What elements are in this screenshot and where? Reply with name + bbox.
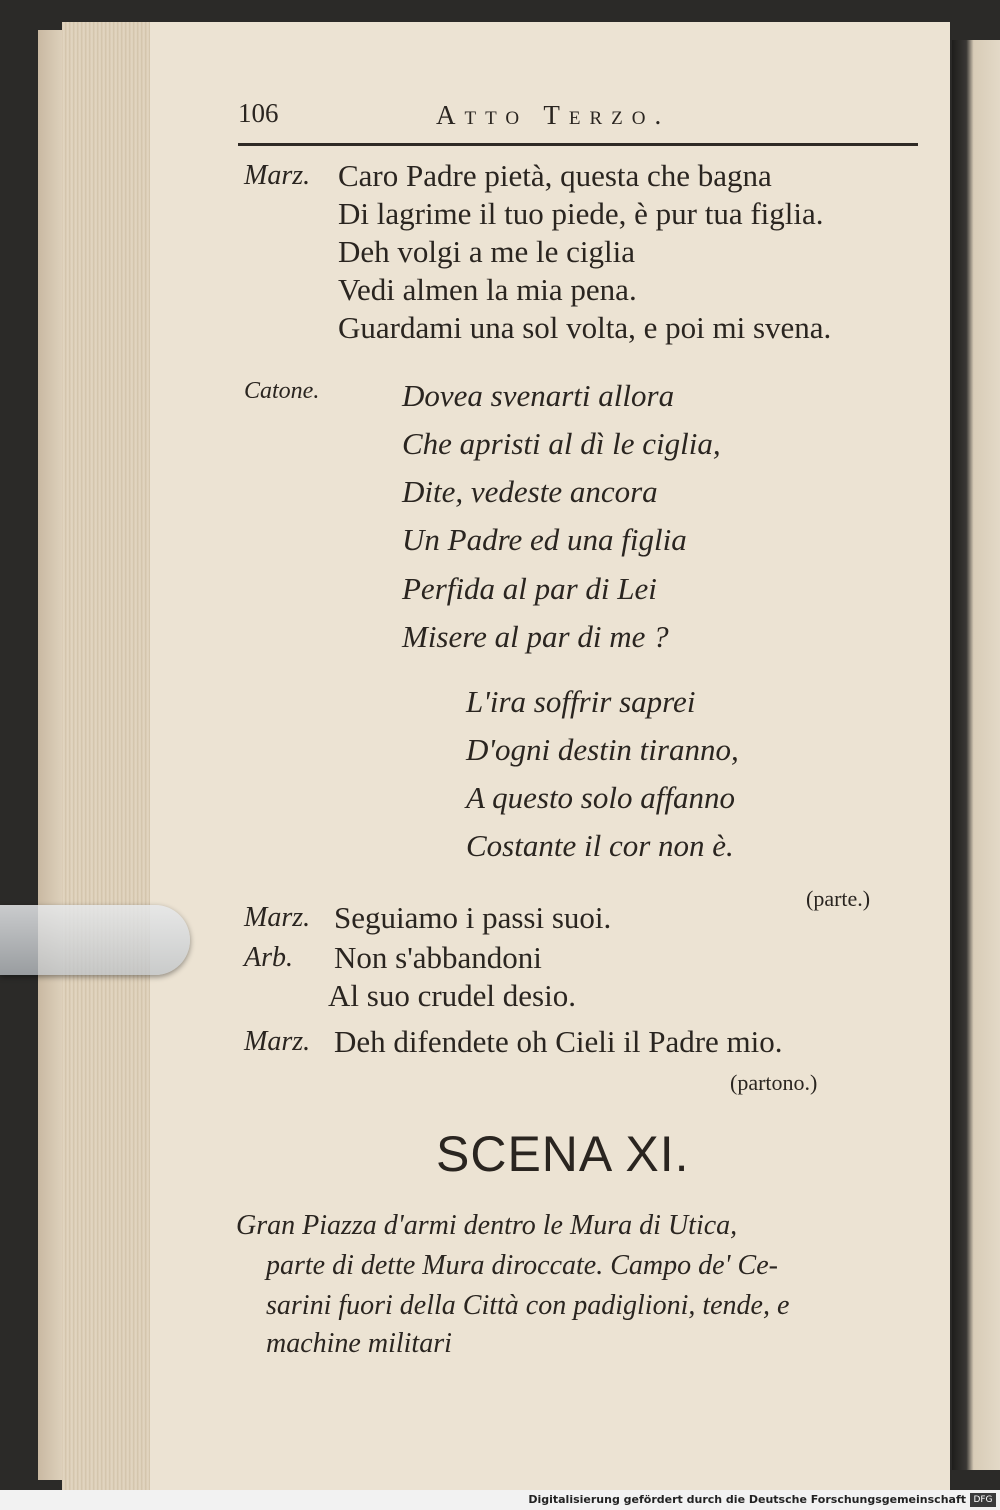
verse-line: Non s'abbandoni <box>334 940 542 975</box>
scene-heading: SCENA XI. <box>436 1126 690 1182</box>
verse-line: Dovea svenarti allora <box>402 378 675 413</box>
speaker-label: Catone. <box>244 378 320 404</box>
verse-line: Misere al par di me ? <box>402 619 669 654</box>
running-title: Atto Terzo. <box>436 100 671 130</box>
stage-direction: (partono.) <box>730 1070 818 1095</box>
verse-line: Un Padre ed una figlia <box>402 522 687 557</box>
speaker-label: Marz. <box>244 902 311 933</box>
speaker-label: Marz. <box>244 1026 311 1057</box>
verse-line: Perfida al par di Lei <box>402 571 657 606</box>
verse-line: Deh difendete oh Cieli il Padre mio. <box>334 1024 783 1059</box>
verse-line: Che apristi al dì le ciglia, <box>402 426 721 461</box>
verse-line: Seguiamo i passi suoi. <box>334 900 612 935</box>
page-edges <box>62 22 152 1490</box>
stage-direction: (parte.) <box>806 886 871 911</box>
verse-line: Al suo crudel desio. <box>328 978 576 1013</box>
page-number: 106 <box>238 98 279 128</box>
next-page-edge <box>952 40 1000 1470</box>
verse-line: Vedi almen la mia pena. <box>338 272 637 307</box>
verse-line: Costante il cor non è. <box>466 828 734 863</box>
speaker-label: Marz. <box>244 160 311 191</box>
scene-description-line: Gran Piazza d'armi dentro le Mura di Utica, <box>236 1210 738 1241</box>
verse-line: Dite, vedeste ancora <box>402 474 658 509</box>
verse-line: Caro Padre pietà, questa che bagna <box>338 158 772 193</box>
verse-line: Di lagrime il tuo piede, è pur tua figlia. <box>338 196 824 231</box>
verse-line: A questo solo affanno <box>466 780 735 815</box>
verse-line: Guardami una sol volta, e poi mi svena. <box>338 310 832 345</box>
dfg-logo: DFG <box>970 1493 996 1507</box>
header-rule <box>238 143 918 146</box>
verse-line: L'ira soffrir saprei <box>466 684 696 719</box>
scene-description-line: machine militari <box>266 1328 452 1359</box>
speaker-label: Arb. <box>244 942 293 973</box>
verse-line: Deh volgi a me le ciglia <box>338 234 635 269</box>
digitization-credit: Digitalisierung gefördert durch die Deutsche Forschungsgemeinschaft <box>528 1493 966 1506</box>
verse-line: D'ogni destin tiranno, <box>466 732 739 767</box>
page-holder-clip <box>0 905 190 975</box>
scene-description-line: parte di dette Mura diroccate. Campo de' Ce- <box>266 1250 778 1281</box>
footer-bar <box>0 1490 1000 1510</box>
scene-description-line: sarini fuori della Città con padiglioni, tende, e <box>266 1290 790 1321</box>
